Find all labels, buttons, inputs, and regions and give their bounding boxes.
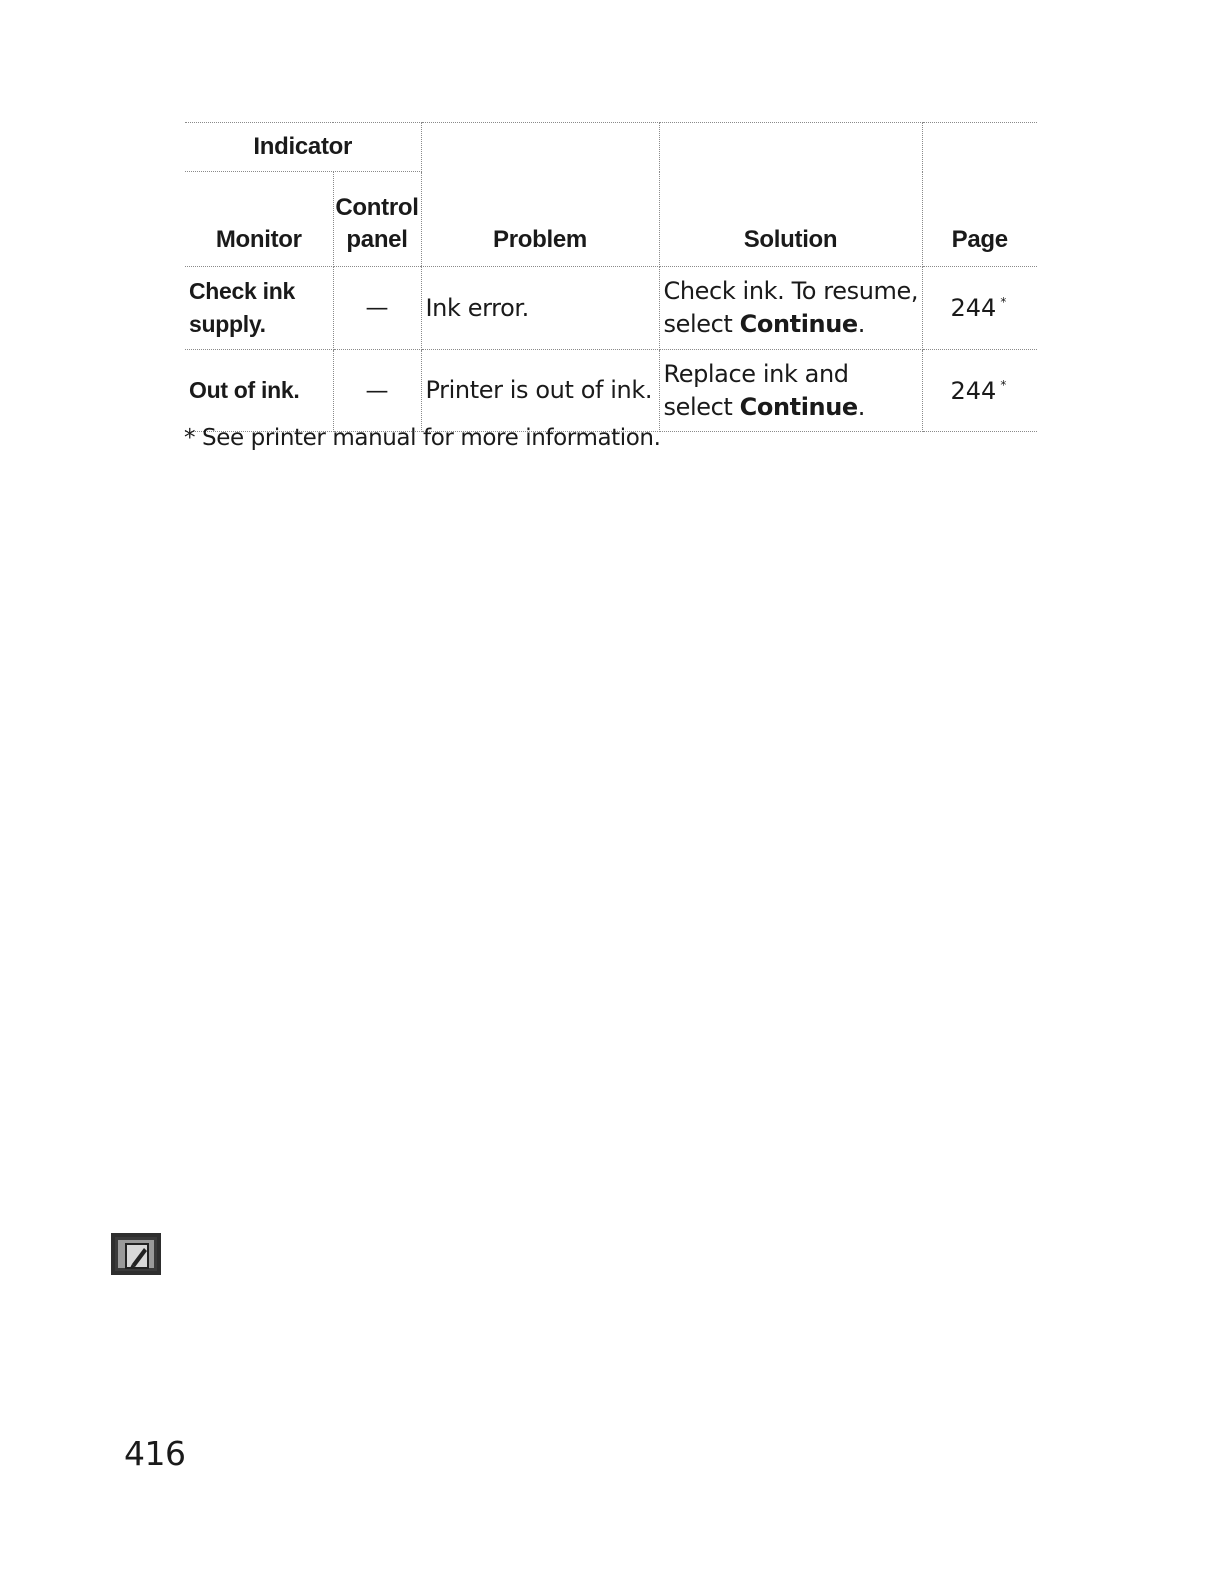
control-panel-cell: — (333, 350, 421, 432)
pencil-icon (124, 1242, 154, 1272)
table-row (185, 267, 1037, 350)
header-page: Page (922, 123, 1037, 267)
header-problem: Problem (421, 123, 659, 267)
page-ref-number: 244 (950, 376, 997, 405)
playback-menu-icon (111, 1233, 161, 1275)
solution-text-suffix: . (857, 310, 866, 338)
monitor-text-line1: Check ink (189, 278, 295, 304)
header-control-panel-line1: Control (335, 194, 419, 221)
solution-continue-label: Continue (739, 310, 858, 338)
solution-text-prefix: select (663, 392, 733, 421)
solution-text-prefix: select (663, 310, 733, 338)
header-control-panel (333, 172, 421, 267)
page-ref-number: 244 (950, 294, 997, 322)
solution-cell (659, 267, 922, 350)
solution-continue-label: Continue (739, 392, 858, 421)
solution-text-suffix: . (857, 392, 866, 421)
header-solution: Solution (659, 123, 922, 267)
table-row (185, 350, 1037, 432)
monitor-cell (185, 350, 333, 432)
problem-cell: Ink error. (421, 267, 659, 350)
page-number: 416 (124, 1434, 186, 1473)
header-control-panel-line2: panel (346, 226, 408, 253)
page-ref-mark: * (1000, 377, 1007, 392)
page-ref-cell (922, 350, 1037, 432)
header-monitor: Monitor (185, 172, 333, 267)
page-ref-cell (922, 267, 1037, 350)
troubleshooting-table (185, 122, 1037, 432)
solution-text-line1: Replace ink and (663, 359, 849, 388)
table-footnote: * See printer manual for more information. (184, 425, 661, 451)
solution-text-line1: Check ink. To resume, (663, 277, 919, 305)
monitor-text-line1: Out of ink. (189, 377, 300, 403)
solution-cell (659, 350, 922, 432)
monitor-text-line2: supply. (189, 311, 266, 337)
problem-cell: Printer is out of ink. (421, 350, 659, 432)
page-ref-mark: * (1000, 295, 1007, 309)
header-indicator: Indicator (185, 123, 421, 172)
control-panel-cell: — (333, 267, 421, 350)
monitor-cell (185, 267, 333, 350)
